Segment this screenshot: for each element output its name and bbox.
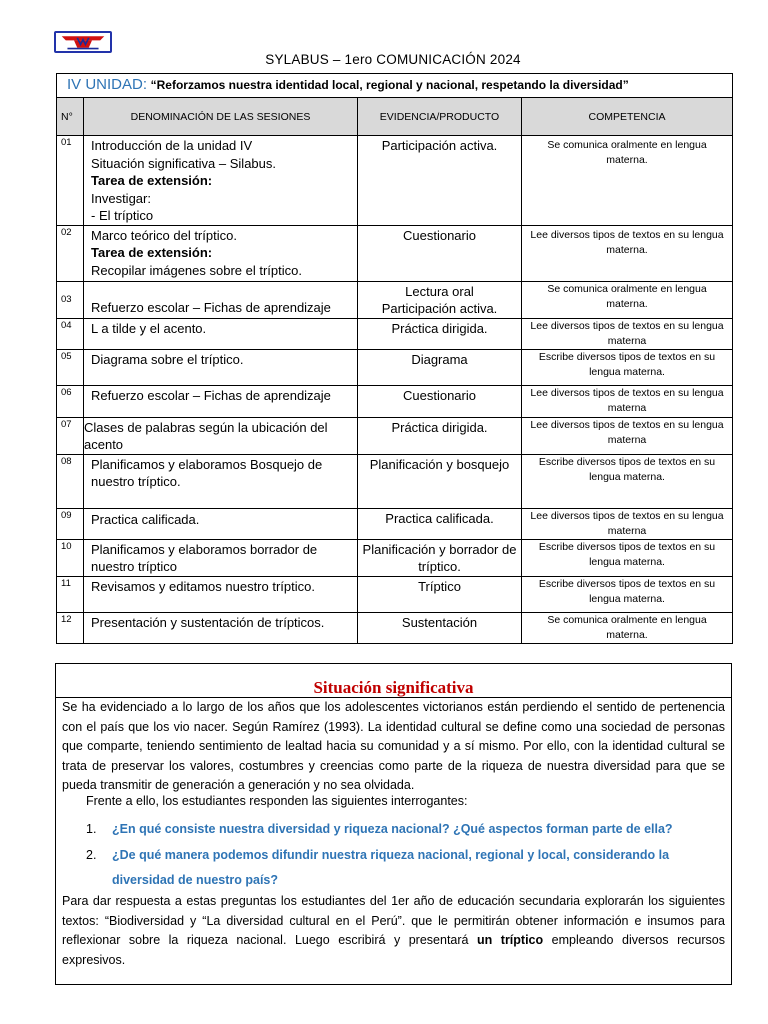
row-evidence: Planificación y borrador de tríptico. xyxy=(358,539,522,576)
row-evidence: Tríptico xyxy=(358,576,522,612)
row-competence: Lee diversos tipos de textos en su lengua materna xyxy=(522,508,733,539)
table-row xyxy=(57,508,733,539)
session-line: Situación significativa – Silabus. xyxy=(91,155,276,171)
row-competence: Lee diversos tipos de textos en su lengua materna xyxy=(522,318,733,349)
row-evidence: Planificación y bosquejo xyxy=(358,454,522,508)
situation-box xyxy=(55,663,732,985)
row-session: Practica calificada. xyxy=(84,508,358,539)
situation-title: Situación significativa xyxy=(313,678,474,697)
row-num: 08 xyxy=(57,454,84,508)
row-competence: Lee diversos tipos de textos en su lengua materna xyxy=(522,385,733,417)
table-header-row xyxy=(57,98,733,136)
unit-title: “Reforzamos nuestra identidad local, regional y nacional, respetando la diversidad” xyxy=(150,78,629,92)
closing-emphasis: un tríptico xyxy=(477,933,544,947)
row-num: 12 xyxy=(57,612,84,643)
row-session xyxy=(84,225,358,281)
row-competence: Escribe diversos tipos de textos en su lengua materna. xyxy=(522,454,733,508)
question-text: ¿De qué manera podemos difundir nuestra riqueza nacional, regional y local, considerando la diversidad de nuestro país? xyxy=(112,848,670,887)
table-row xyxy=(57,417,733,454)
row-num: 10 xyxy=(57,539,84,576)
row-num: 05 xyxy=(57,349,84,385)
table-row xyxy=(57,136,733,226)
table-row xyxy=(57,318,733,349)
row-competence: Escribe diversos tipos de textos en su lengua materna. xyxy=(522,349,733,385)
question-number: 1. xyxy=(86,822,97,836)
row-session xyxy=(84,136,358,226)
unit-row xyxy=(57,74,733,98)
situation-intro: Frente a ello, los estudiantes responden las siguientes interrogantes: xyxy=(86,794,468,808)
row-evidence: Práctica dirigida. xyxy=(358,318,522,349)
row-session: Revisamos y editamos nuestro tríptico. xyxy=(84,576,358,612)
row-evidence xyxy=(358,281,522,318)
school-logo xyxy=(54,31,112,53)
row-evidence: Participación activa. xyxy=(358,136,522,226)
row-evidence: Diagrama xyxy=(358,349,522,385)
row-session: Planificamos y elaboramos Bosquejo de nuestro tríptico. xyxy=(84,454,358,508)
table-row xyxy=(57,349,733,385)
session-line: Tarea de extensión: xyxy=(91,245,213,260)
unit-label: IV UNIDAD: xyxy=(67,76,148,93)
row-competence: Se comunica oralmente en lengua materna. xyxy=(522,281,733,318)
row-evidence: Cuestionario xyxy=(358,225,522,281)
session-line: Investigar: xyxy=(91,190,151,206)
row-competence: Escribe diversos tipos de textos en su lengua materna. xyxy=(522,576,733,612)
row-session: Planificamos y elaboramos borrador de nuestro tríptico xyxy=(84,539,358,576)
row-competence: Se comunica oralmente en lengua materna. xyxy=(522,136,733,226)
row-session: Diagrama sobre el tríptico. xyxy=(84,349,358,385)
row-num: 06 xyxy=(57,385,84,417)
question-number: 2. xyxy=(86,848,97,862)
situation-paragraph: Se ha evidenciado a lo largo de los años que los adolescentes victorianos están perdiendo el sentido de pertenencia con el país que los vio nacer. Según Ramírez (1993). La identidad cultural se define como una sociedad de personas que comparte, teniendo sentimiento de lealtad hacia su comunidad y a sí mismo. Por ello, con la identidad cultural se trata de preservar los valores, costumbres y creencias como parte de la riqueza de nuestra diversidad para que se pueda transmitir de generación a generación y no sea olvidada. xyxy=(62,700,725,792)
table-row xyxy=(57,576,733,612)
session-line: Introducción de la unidad IV xyxy=(91,138,253,153)
unit-cell xyxy=(57,74,733,98)
document-title: SYLABUS – 1ero COMUNICACIÓN 2024 xyxy=(265,52,521,67)
evidence-line: Participación activa. xyxy=(381,301,498,316)
row-competence: Lee diversos tipos de textos en su lengua materna. xyxy=(522,225,733,281)
question-item xyxy=(86,843,726,893)
row-session: Clases de palabras según la ubicación del acento xyxy=(84,417,358,454)
session-line: - El tríptico xyxy=(91,208,154,223)
closing-text-end: empleando diversos recursos expresivos. xyxy=(62,933,726,967)
syllabus-table xyxy=(56,73,733,644)
row-competence: Se comunica oralmente en lengua materna. xyxy=(522,612,733,643)
table-row xyxy=(57,281,733,318)
header-num: N° xyxy=(57,98,84,136)
school-logo-icon xyxy=(56,33,110,51)
session-line: Tarea de extensión: xyxy=(91,173,213,188)
row-num: 11 xyxy=(57,576,84,612)
evidence-line: Lectura oral xyxy=(405,283,474,299)
question-text: ¿En qué consiste nuestra diversidad y riqueza nacional? ¿Qué aspectos forman parte de ella? xyxy=(112,822,673,836)
row-evidence: Sustentación xyxy=(358,612,522,643)
table-row xyxy=(57,225,733,281)
row-evidence: Practica calificada. xyxy=(358,508,522,539)
table-row xyxy=(57,539,733,576)
row-num: 02 xyxy=(57,225,84,281)
closing-text: Para dar respuesta a estas preguntas los estudiantes del 1er año de educación secundaria explorarán los siguientes textos: “Biodiversidad y “La diversidad cultural en el Perú”. que le permitirán obtener información e insumos para reflexionar sobre la riqueza nacional. Luego escribirá y presentará xyxy=(62,894,725,947)
row-session: L a tilde y el acento. xyxy=(84,318,358,349)
row-session: Refuerzo escolar – Fichas de aprendizaje xyxy=(84,385,358,417)
situation-closing xyxy=(62,892,725,970)
session-line: Recopilar imágenes sobre el tríptico. xyxy=(91,262,302,278)
row-num: 07 xyxy=(57,417,84,454)
row-num: 04 xyxy=(57,318,84,349)
row-num: 01 xyxy=(57,136,84,226)
row-num: 03 xyxy=(57,281,84,318)
session-line: Marco teórico del tríptico. xyxy=(91,227,237,243)
row-session: Presentación y sustentación de trípticos. xyxy=(84,612,358,643)
row-num: 09 xyxy=(57,508,84,539)
header-evidence: EVIDENCIA/PRODUCTO xyxy=(358,98,522,136)
header-competence: COMPETENCIA xyxy=(522,98,733,136)
table-row xyxy=(57,385,733,417)
header-session: DENOMINACIÓN DE LAS SESIONES xyxy=(84,98,358,136)
row-evidence: Cuestionario xyxy=(358,385,522,417)
row-session: Refuerzo escolar – Fichas de aprendizaje xyxy=(84,281,358,318)
question-item xyxy=(86,817,726,842)
table-row xyxy=(57,612,733,643)
row-evidence: Práctica dirigida. xyxy=(358,417,522,454)
row-competence: Escribe diversos tipos de textos en su lengua materna. xyxy=(522,539,733,576)
table-row xyxy=(57,454,733,508)
row-competence: Lee diversos tipos de textos en su lengua materna xyxy=(522,417,733,454)
